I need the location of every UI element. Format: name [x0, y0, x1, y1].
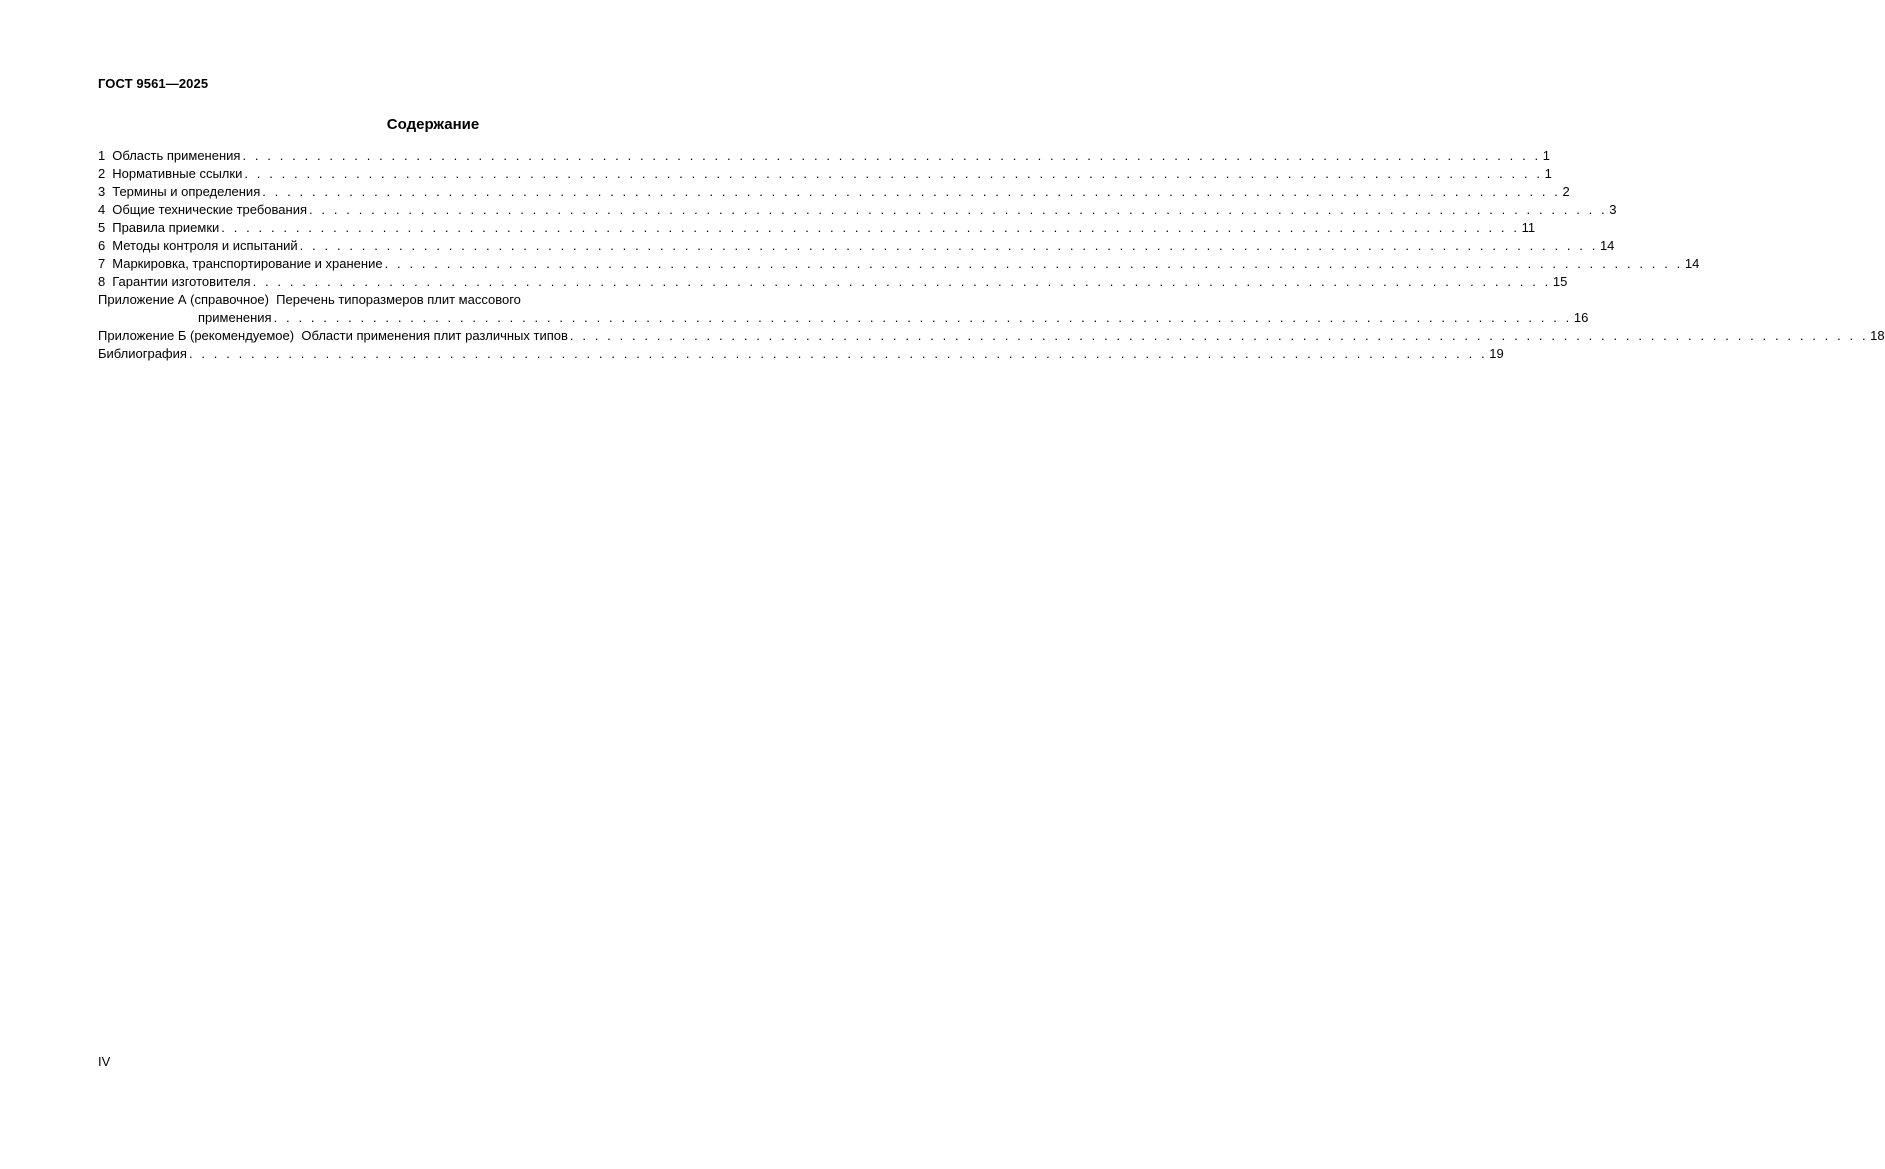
page-number: IV: [98, 1054, 111, 1069]
toc-entry-title: Правила приемки: [112, 220, 220, 235]
toc-entry-label: [98, 237, 298, 255]
toc-entry[interactable]: [98, 237, 1615, 255]
table-of-contents: [98, 147, 1885, 363]
toc-dot-leader: . . . . . . . . . . . . . . . . . . . . . . . . . . . . . . . . . . . . . . . . . . . . . . . . . . . . . . . . . . . . . . . . . . . . . . . . . . . . . . . . . . . . . . . . . . . . . . . . . . . . . . . . .: [309, 202, 1608, 217]
toc-entry[interactable]: [98, 219, 1536, 237]
toc-dot-leader: . . . . . . . . . . . . . . . . . . . . . . . . . . . . . . . . . . . . . . . . . . . . . . . . . . . . . . . . . . . . . . . . . . . . . . . . . . . . . . . . . . . . . . . . . . . . . . . . . . . . . . . . .: [188, 346, 1488, 361]
toc-entry-page: 11: [1521, 220, 1536, 235]
toc-entry-label: [98, 273, 251, 291]
toc-title: Содержание: [386, 116, 480, 133]
toc-entry-page: 2: [1562, 184, 1570, 199]
toc-entry-number: 8: [98, 274, 106, 289]
toc-entry-number: 7: [98, 256, 106, 271]
toc-annex-a[interactable]: [98, 291, 1589, 327]
toc-entry-label: [98, 147, 240, 165]
toc-entry-number: 3: [98, 184, 106, 199]
toc-entry-label: [98, 201, 307, 219]
toc-annex-b-prefix: Приложение Б (рекомендуемое): [98, 328, 295, 343]
toc-entry[interactable]: [98, 147, 1550, 165]
toc-entry-number: 4: [98, 202, 106, 217]
toc-entry-label: [98, 219, 219, 237]
toc-annex-a-title-cont: применения: [198, 310, 272, 325]
toc-annex-b[interactable]: [98, 327, 1885, 345]
toc-entry-page: 1: [1544, 166, 1552, 181]
toc-dot-leader: . . . . . . . . . . . . . . . . . . . . . . . . . . . . . . . . . . . . . . . . . . . . . . . . . . . . . . . . . . . . . . . . . . . . . . . . . . . . . . . . . . . . . . . . . . . . . . . . . . . . . . . . .: [569, 328, 1869, 343]
toc-entry-label: [98, 327, 568, 345]
toc-entry-page: 18: [1870, 328, 1885, 343]
document-code: ГОСТ 9561—2025: [98, 76, 209, 91]
toc-entry-page: 14: [1599, 238, 1615, 253]
toc-entry-title: Нормативные ссылки: [112, 166, 243, 181]
toc-entry-title: Область применения: [112, 148, 241, 163]
toc-entry-title: Методы контроля и испытаний: [112, 238, 298, 253]
toc-entry-page: 1: [1542, 148, 1550, 163]
toc-annex-a-line1: [98, 291, 768, 309]
toc-dot-leader: . . . . . . . . . . . . . . . . . . . . . . . . . . . . . . . . . . . . . . . . . . . . . . . . . . . . . . . . . . . . . . . . . . . . . . . . . . . . . . . . . . . . . . . . . . . . . . . . . . . . . . . . .: [273, 310, 1572, 325]
toc-entry-label: [98, 255, 383, 273]
toc-annex-a-line2: [98, 309, 1589, 327]
toc-entry-number: 5: [98, 220, 106, 235]
toc-entry-number: 2: [98, 166, 106, 181]
toc-dot-leader: . . . . . . . . . . . . . . . . . . . . . . . . . . . . . . . . . . . . . . . . . . . . . . . . . . . . . . . . . . . . . . . . . . . . . . . . . . . . . . . . . . . . . . . . . . . . . . . . . . . . . . . . .: [244, 166, 1543, 181]
toc-entry-title: Маркировка, транспортирование и хранение: [112, 256, 383, 271]
toc-dot-leader: . . . . . . . . . . . . . . . . . . . . . . . . . . . . . . . . . . . . . . . . . . . . . . . . . . . . . . . . . . . . . . . . . . . . . . . . . . . . . . . . . . . . . . . . . . . . . . . . . . . . . . . . .: [242, 148, 1541, 163]
toc-entry-page: 15: [1552, 274, 1568, 289]
toc-entry[interactable]: [98, 201, 1617, 219]
toc-annex-a-prefix: Приложение А (справочное): [98, 292, 269, 307]
toc-bibliography-label: Библиография: [98, 346, 187, 361]
toc-entry-number: 6: [98, 238, 106, 253]
toc-entry-title: Общие технические требования: [112, 202, 307, 217]
toc-dot-leader: . . . . . . . . . . . . . . . . . . . . . . . . . . . . . . . . . . . . . . . . . . . . . . . . . . . . . . . . . . . . . . . . . . . . . . . . . . . . . . . . . . . . . . . . . . . . . . . . . . . . . . . . .: [384, 256, 1683, 271]
toc-annex-b-title: Области применения плит различных типов: [301, 328, 568, 343]
toc-entry-number: 1: [98, 148, 106, 163]
toc-entry-page: 16: [1573, 310, 1589, 325]
toc-entry-title: Термины и определения: [112, 184, 261, 199]
toc-bibliography[interactable]: [98, 345, 1504, 363]
toc-dot-leader: . . . . . . . . . . . . . . . . . . . . . . . . . . . . . . . . . . . . . . . . . . . . . . . . . . . . . . . . . . . . . . . . . . . . . . . . . . . . . . . . . . . . . . . . . . . . . . . . . . . . . . . . .: [262, 184, 1561, 199]
toc-entry-label: [98, 165, 242, 183]
toc-entry[interactable]: [98, 255, 1700, 273]
toc-entry-page: 14: [1684, 256, 1700, 271]
toc-entry-title: Гарантии изготовителя: [112, 274, 251, 289]
toc-entry-label: [98, 183, 260, 201]
toc-entry-page: 19: [1489, 346, 1504, 361]
toc-annex-a-title: Перечень типоразмеров плит массового: [276, 292, 521, 307]
toc-dot-leader: . . . . . . . . . . . . . . . . . . . . . . . . . . . . . . . . . . . . . . . . . . . . . . . . . . . . . . . . . . . . . . . . . . . . . . . . . . . . . . . . . . . . . . . . . . . . . . . . . . . . . . . . .: [252, 274, 1551, 289]
toc-entry[interactable]: [98, 273, 1568, 291]
toc-entry[interactable]: [98, 165, 1552, 183]
toc-entry-page: 3: [1609, 202, 1617, 217]
toc-dot-leader: . . . . . . . . . . . . . . . . . . . . . . . . . . . . . . . . . . . . . . . . . . . . . . . . . . . . . . . . . . . . . . . . . . . . . . . . . . . . . . . . . . . . . . . . . . . . . . . . . . . . . . . . .: [299, 238, 1598, 253]
toc-entry[interactable]: [98, 183, 1570, 201]
toc-dot-leader: . . . . . . . . . . . . . . . . . . . . . . . . . . . . . . . . . . . . . . . . . . . . . . . . . . . . . . . . . . . . . . . . . . . . . . . . . . . . . . . . . . . . . . . . . . . . . . . . . . . . . . . . .: [221, 220, 1520, 235]
